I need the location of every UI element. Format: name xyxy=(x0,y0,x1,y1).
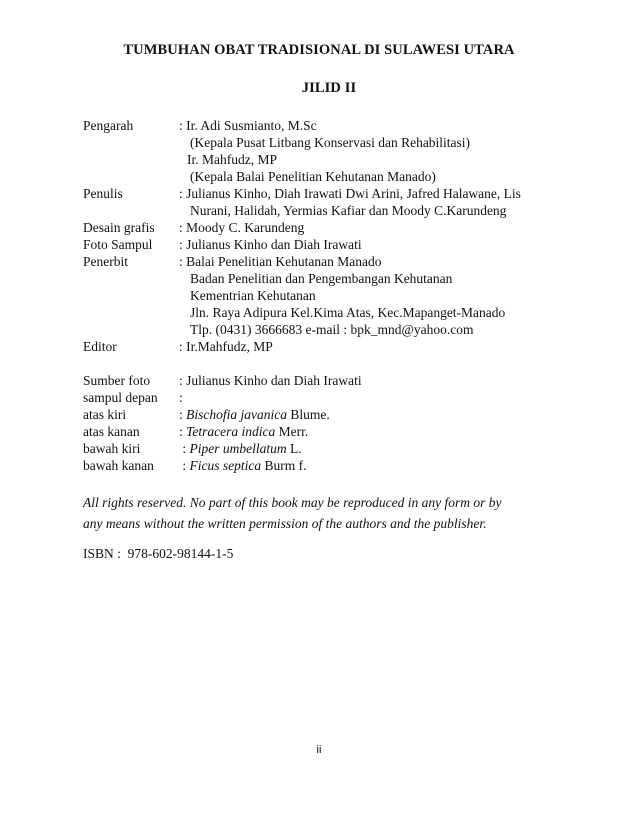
photo-label: bawah kanan xyxy=(83,458,154,473)
credit-value: Ir. Mahfudz, MP xyxy=(187,152,277,167)
separator: : xyxy=(179,424,187,439)
credit-label: Desain grafis xyxy=(83,220,155,235)
photo-value xyxy=(179,423,308,440)
photo-label: atas kanan xyxy=(83,424,140,439)
credit-label: Editor xyxy=(83,339,117,354)
credit-value: : Moody C. Karundeng xyxy=(179,220,305,235)
credit-value: Kementrian Kehutanan xyxy=(190,288,316,303)
photo-value xyxy=(179,406,330,423)
credit-value: : Ir.Mahfudz, MP xyxy=(179,339,273,354)
credit-value: : Balai Penelitian Kehutanan Manado xyxy=(179,254,382,269)
credit-value: Nurani, Halidah, Yermias Kafiar dan Moody C.Karundeng xyxy=(190,203,507,218)
photo-value: : xyxy=(179,390,183,405)
rights-line: any means without the written permission of the authors and the publisher. xyxy=(83,516,487,531)
credit-label: Foto Sampul xyxy=(83,237,153,252)
credit-value: (Kepala Balai Penelitian Kehutanan Manado) xyxy=(190,169,436,184)
separator: : xyxy=(179,458,190,473)
species-name: Bischofia javanica xyxy=(186,407,287,422)
credit-label: Pengarah xyxy=(83,118,134,133)
species-author: Burm f. xyxy=(261,458,307,473)
photo-value xyxy=(179,440,302,457)
photo-label: Sumber foto xyxy=(83,373,151,388)
species-author: L. xyxy=(286,441,302,456)
photo-label: bawah kiri xyxy=(83,441,141,456)
species-author: Blume. xyxy=(287,407,330,422)
species-name: Piper umbellatum xyxy=(189,441,287,456)
page-number: ii xyxy=(316,744,322,756)
credit-value: (Kepala Pusat Litbang Konservasi dan Rehabilitasi) xyxy=(190,135,471,150)
credit-value: Tlp. (0431) 3666683 e-mail : bpk_mnd@yahoo.com xyxy=(190,322,474,337)
isbn: ISBN : 978-602-98144-1-5 xyxy=(83,546,234,561)
credit-value: : Julianus Kinho dan Diah Irawati xyxy=(179,237,362,252)
photo-value: : Julianus Kinho dan Diah Irawati xyxy=(179,373,362,388)
rights-statement xyxy=(83,492,573,534)
species-author: Merr. xyxy=(275,424,309,439)
photo-label: sampul depan xyxy=(83,390,158,405)
credit-value: : Ir. Adi Susmianto, M.Sc xyxy=(179,118,317,133)
photo-label: atas kiri xyxy=(83,407,127,422)
credit-label: Penulis xyxy=(83,186,123,201)
book-title: TUMBUHAN OBAT TRADISIONAL DI SULAWESI UTARA xyxy=(123,42,515,58)
credit-label: Penerbit xyxy=(83,254,128,269)
species-name: Ficus septica xyxy=(189,458,262,473)
credit-value: Badan Penelitian dan Pengembangan Kehutanan xyxy=(190,271,453,286)
rights-line: All rights reserved. No part of this book may be reproduced in any form or by xyxy=(83,495,502,510)
species-name: Tetracera indica xyxy=(186,424,276,439)
photo-value xyxy=(179,457,307,474)
separator: : xyxy=(179,441,190,456)
separator: : xyxy=(179,407,187,422)
credit-value: : Julianus Kinho, Diah Irawati Dwi Arini, Jafred Halawane, Lis xyxy=(179,186,521,201)
volume-subtitle: JILID II xyxy=(301,80,357,96)
credit-value: Jln. Raya Adipura Kel.Kima Atas, Kec.Mapanget-Manado xyxy=(190,305,506,320)
